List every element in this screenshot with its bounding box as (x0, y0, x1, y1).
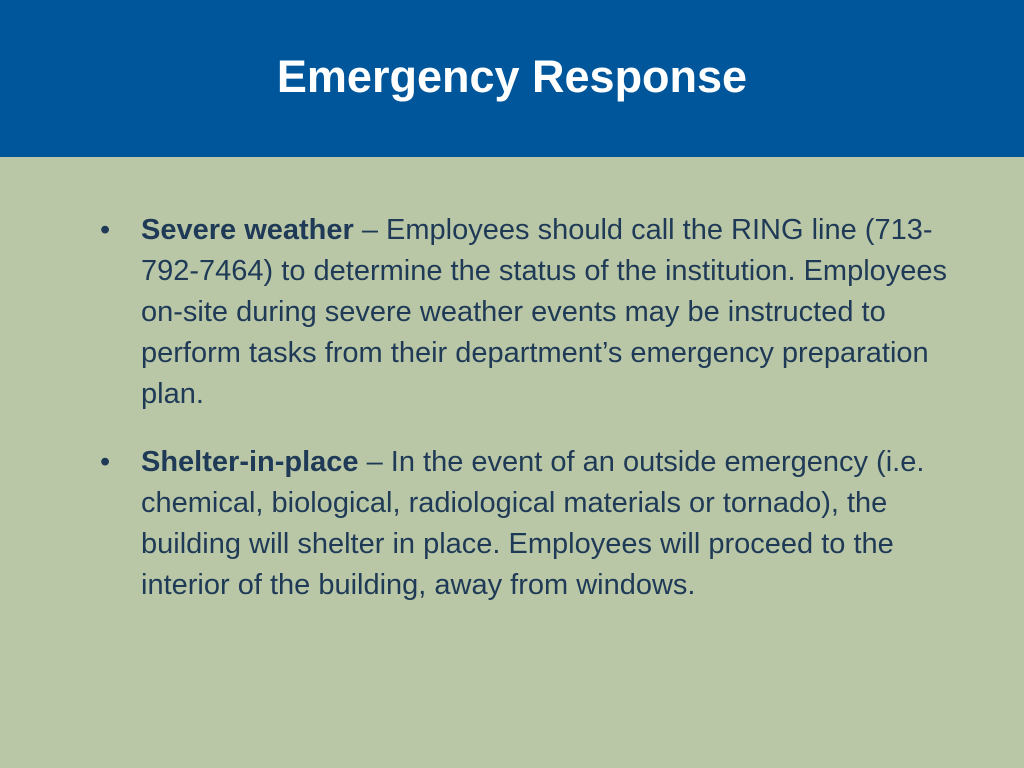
bullet-list (98, 210, 978, 633)
bullet-shelter-in-place (98, 442, 978, 606)
bullet-text: – In the event of an outside emergency (i.e. chemical, biological, radiological materials or tornado), the building will shelter in place. Employees will proceed to the interior of the building, away from windows. (141, 446, 925, 601)
bullet-term: Severe weather (141, 214, 354, 246)
title-banner (0, 0, 1024, 157)
bullet-dot-icon: • (100, 214, 111, 246)
bullet-dot-icon: • (100, 446, 111, 478)
slide-title: Emergency Response (276, 51, 748, 102)
bullet-term: Shelter-in-place (141, 446, 359, 478)
bullet-severe-weather (98, 210, 978, 415)
bullet-text: – Employees should call the RING line (713-792-7464) to determine the status of the institution. Employees on-site during severe weather events may be instructed to perform tasks from their department’s emergency preparation plan. (141, 214, 948, 410)
